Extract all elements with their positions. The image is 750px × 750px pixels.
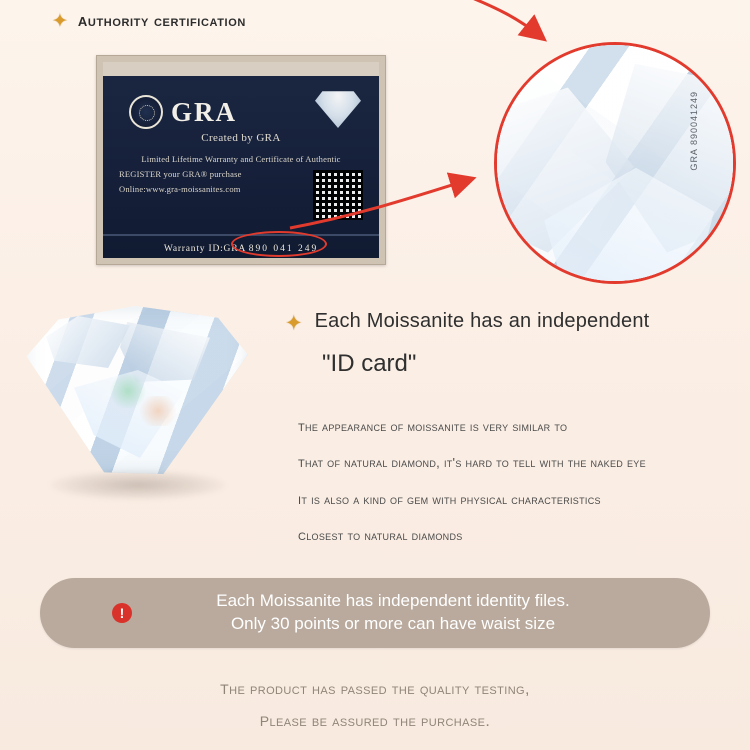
diamond-sparkle-orange bbox=[136, 396, 180, 426]
qr-code-icon bbox=[313, 170, 363, 220]
star-icon: ✦ bbox=[52, 10, 68, 32]
warranty-label: Warranty ID:GRA bbox=[163, 244, 246, 254]
certificate-created-by: Created by GRA bbox=[201, 132, 281, 144]
certificate-face bbox=[103, 62, 379, 258]
card-top-stripe bbox=[103, 62, 379, 76]
notice-line-2: Only 30 points or more can have waist size bbox=[230, 614, 556, 633]
notice-line-1: Each Moissanite has independent identity files. bbox=[216, 591, 570, 611]
section-header bbox=[52, 10, 246, 32]
page-title: authority certification bbox=[77, 10, 246, 31]
magnified-diamond-view bbox=[494, 42, 736, 284]
diamond-icon bbox=[315, 88, 361, 128]
diamond-photo bbox=[16, 300, 260, 522]
description-paragraph bbox=[298, 418, 718, 564]
certificate-line: Online:www.gra-moissanites.com bbox=[119, 183, 241, 194]
paragraph-line: closest to natural diamonds bbox=[298, 527, 463, 545]
idcard-headline bbox=[285, 310, 649, 334]
idcard-headline-text: Each Moissanite has an independent bbox=[314, 310, 650, 332]
paragraph-line: the appearance of moissanite is very similar to bbox=[298, 418, 568, 435]
paragraph-line: that of natural diamond, it's hard to tell with the naked eye bbox=[298, 454, 646, 472]
card-bottom-stripe bbox=[103, 234, 379, 236]
certificate-line: REGISTER your GRA® purchase bbox=[119, 168, 242, 179]
alert-icon: ! bbox=[112, 603, 132, 623]
footer-line-2: please be assured the purchase. bbox=[259, 709, 491, 731]
laser-engraved-id: GRA 890041249 bbox=[689, 91, 699, 171]
certificate-brand-row bbox=[129, 95, 237, 129]
idcard-subheadline: "ID card" bbox=[322, 350, 417, 377]
notice-banner bbox=[40, 578, 710, 648]
warranty-number: 890 041 249 bbox=[248, 244, 319, 254]
notice-banner-text bbox=[132, 590, 710, 636]
diamond-shadow bbox=[50, 470, 226, 500]
paragraph-line: it is also a kind of gem with physical characteristics bbox=[298, 490, 601, 508]
certificate-line: Limited Lifetime Warranty and Certificate of Authentic bbox=[141, 154, 341, 164]
warranty-id-row bbox=[103, 244, 379, 254]
seal-icon bbox=[129, 95, 163, 129]
footer-line-1: the product has passed the quality testing, bbox=[220, 677, 530, 699]
certificate-card bbox=[96, 55, 386, 265]
arrow-top bbox=[447, 0, 540, 36]
star-icon: ✦ bbox=[285, 312, 303, 335]
footer-note bbox=[0, 672, 750, 736]
certificate-brand: GRA bbox=[171, 96, 237, 127]
